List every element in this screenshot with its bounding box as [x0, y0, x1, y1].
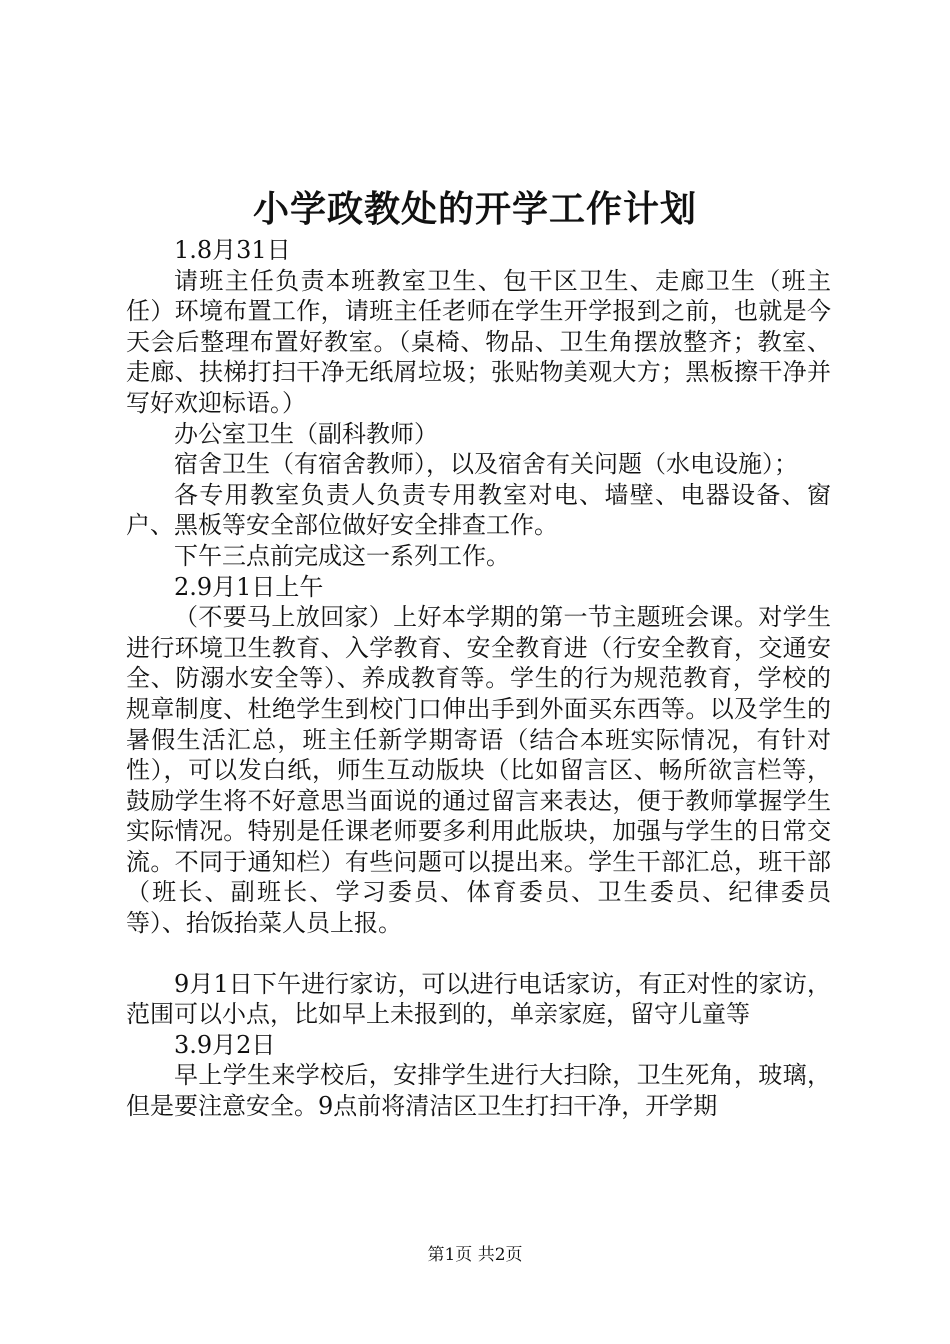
paragraph-office-cleaning: 办公室卫生（副科教师）: [174, 419, 438, 448]
paragraph-theme-class: （不要马上放回家）上好本学期的第一节主题班会课。对学生进行环境卫生教育、入学教育、安全教育进（行安全教育，交通安全、防溺水安全等）、养成教育等。学生的行为规范教育，学校的规章制度、杜绝学生到校门口伸出手到外面买东西等。以及学生的暑假生活汇总，班主任新学期寄语（结合本班实际情况，有针对性），可以发白纸，师生互动版块（比如留言区、畅所欲言栏等，鼓励学生将不好意思当面说的通过留言来表达，便于教师掌握学生实际情况。特别是任课老师要多利用此版块，加强与学生的日常交流。不同于通知栏）有些问题可以提出来。学生干部汇总，班干部（班长、副班长、学习委员、体育委员、卫生委员、纪律委员等）、抬饭抬菜人员上报。: [126, 603, 831, 938]
document-body: [126, 235, 831, 1122]
paragraph-dorm-cleaning: 宿舍卫生（有宿舍教师），以及宿舍有关问题（水电设施）；: [174, 450, 798, 479]
paragraph-home-visits: 9月1日下午进行家访，可以进行电话家访，有正对性的家访，范围可以小点，比如早上未报到的，单亲家庭，留守儿童等: [126, 969, 831, 1029]
section-heading-aug31: 1.8月31日: [174, 236, 291, 264]
paragraph-classroom-cleaning: 请班主任负责本班教室卫生、包干区卫生、走廊卫生（班主任）环境布置工作，请班主任老师在学生开学报到之前，也就是今天会后整理布置好教室。（桌椅、物品、卫生角摆放整齐；教室、走廊、扶梯打扫干净无纸屑垃圾；张贴物美观大方；黑板擦干净并写好欢迎标语。）: [126, 266, 831, 417]
document-title: 小学政教处的开学工作计划: [252, 188, 697, 230]
paragraph-cleanup: 早上学生来学校后，安排学生进行大扫除，卫生死角，玻璃，但是要注意安全。9点前将清洁区卫生打扫干净，开学期: [126, 1061, 831, 1121]
paragraph-special-classrooms: 各专用教室负责人负责专用教室对电、墙壁、电器设备、窗户、黑板等安全部位做好安全排查工作。: [126, 480, 831, 540]
page-number-footer: 第1页 共2页: [427, 1245, 523, 1265]
section-heading-sep1: 2.9月1日上午: [174, 572, 324, 601]
paragraph-afternoon-deadline: 下午三点前完成这一系列工作。: [174, 541, 510, 570]
section-heading-sep2: 3.9月2日: [174, 1030, 276, 1059]
